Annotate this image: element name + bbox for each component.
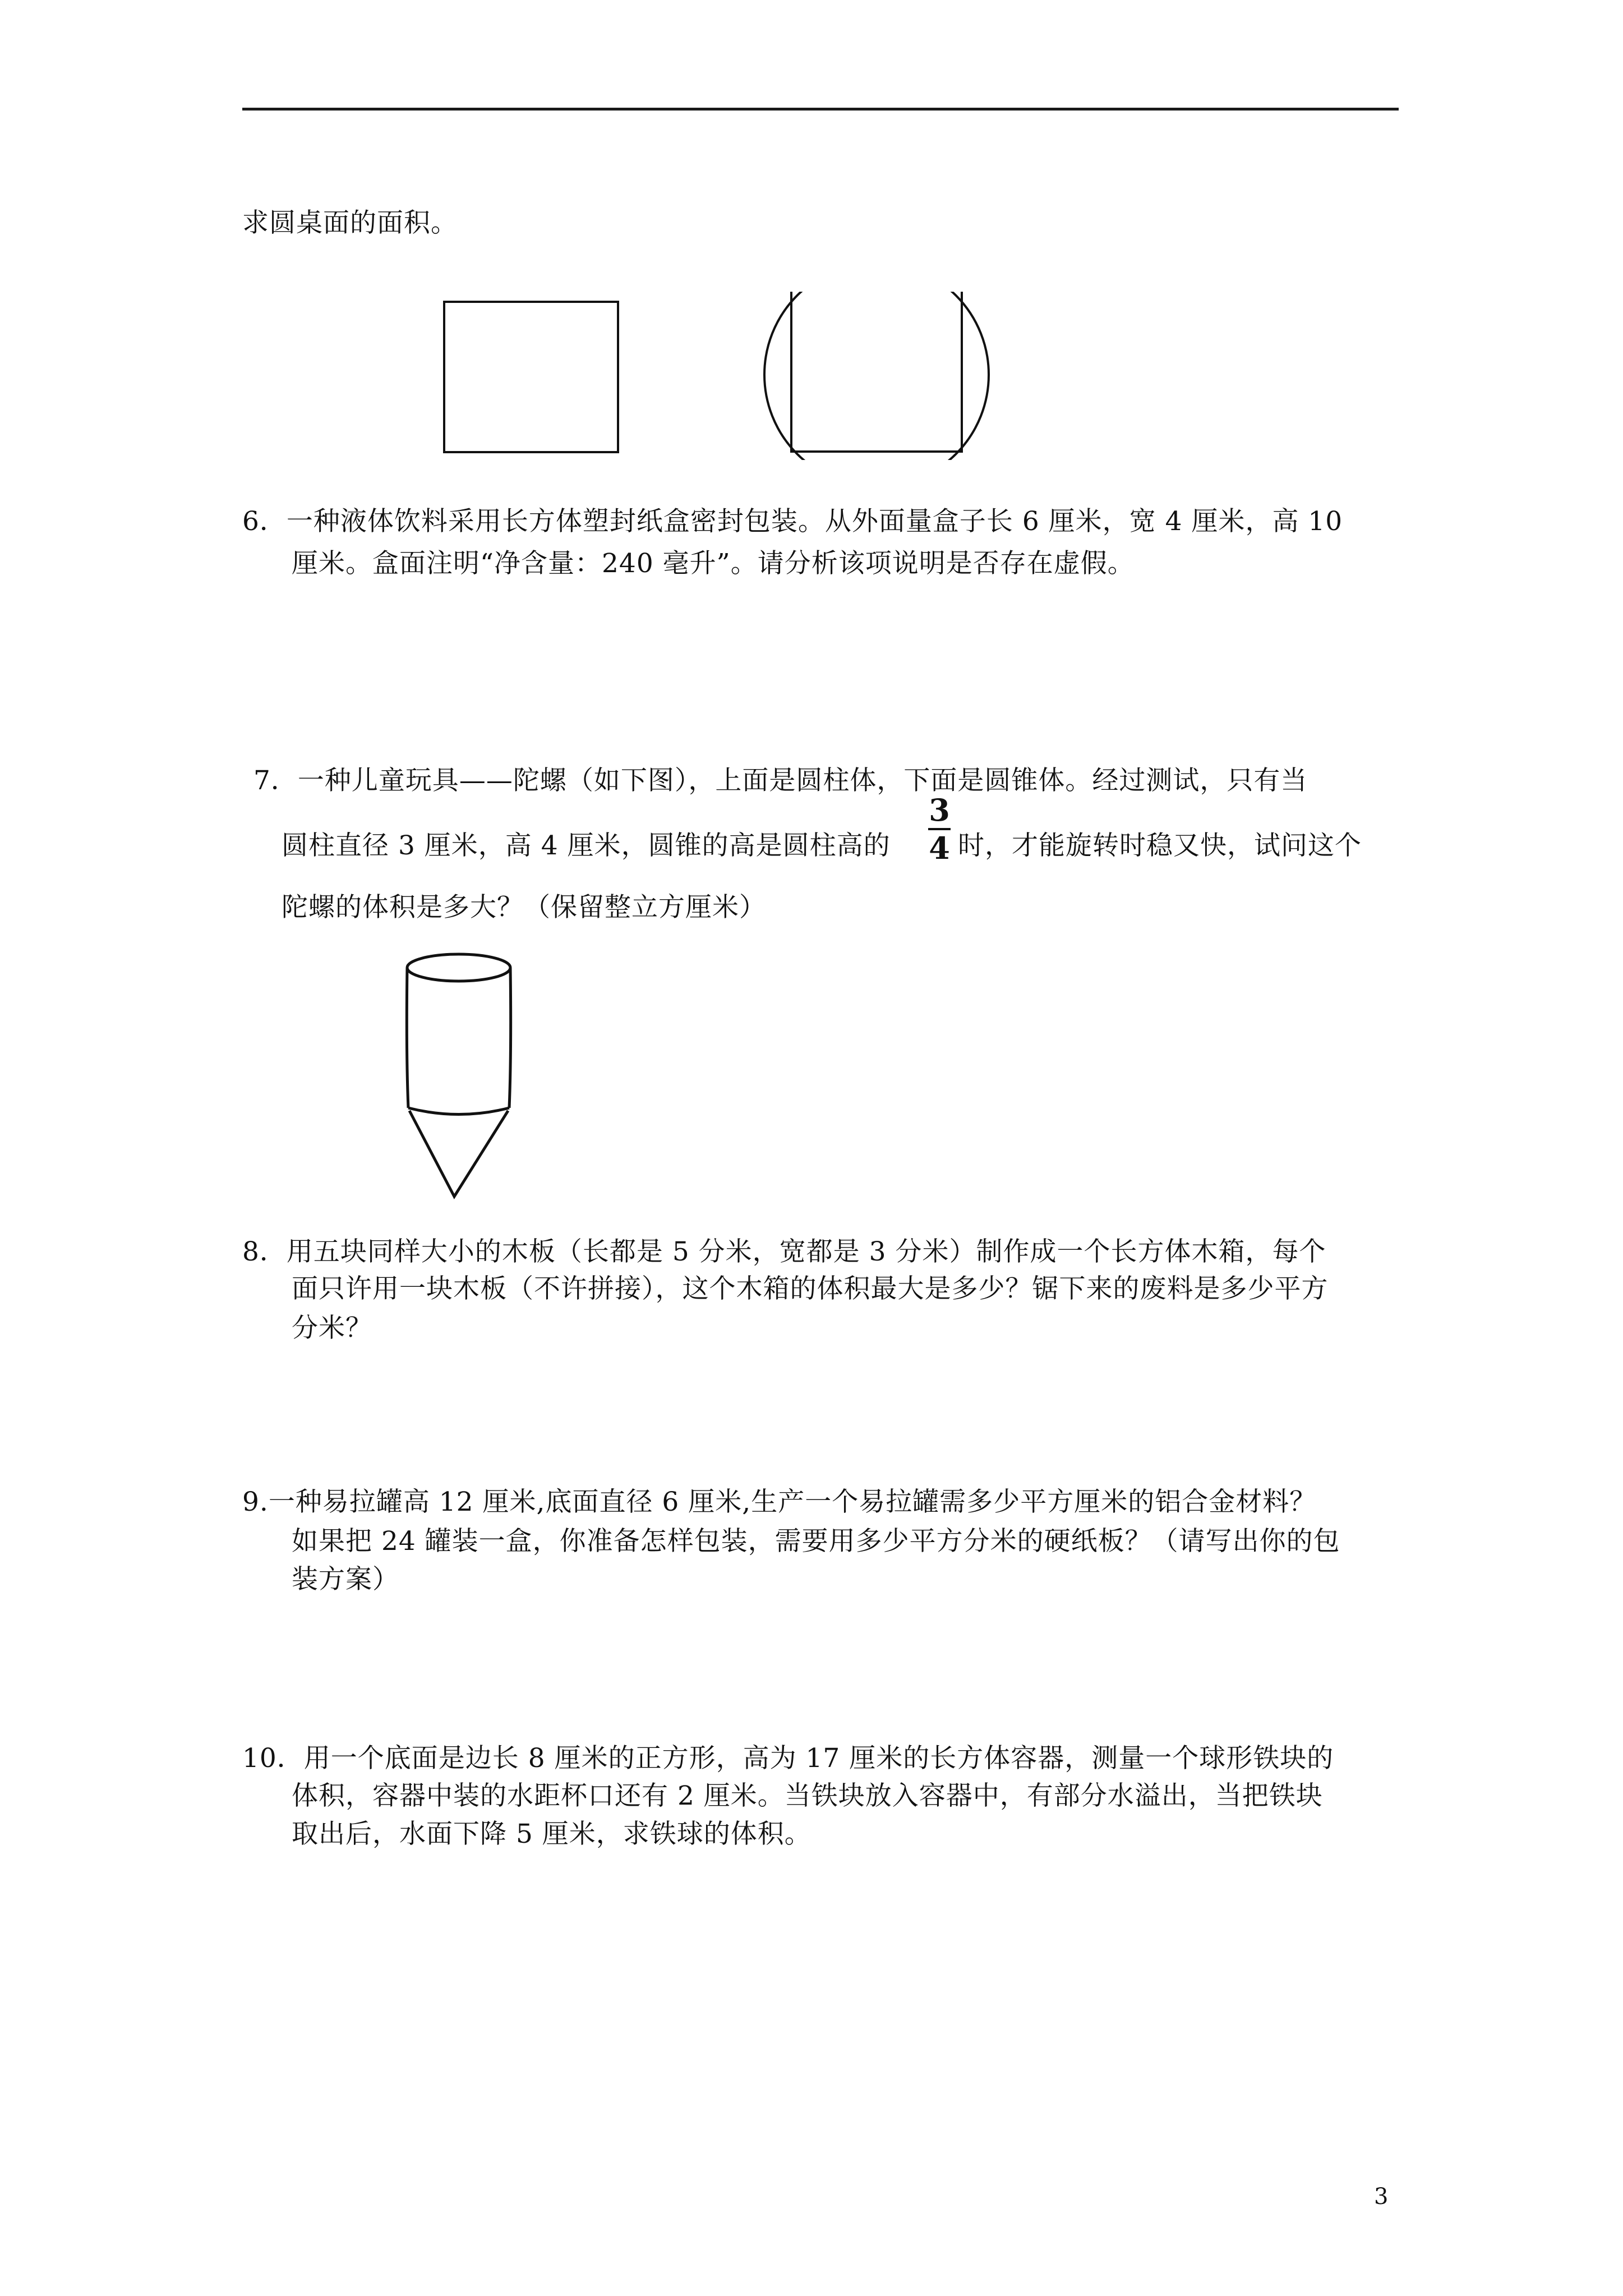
inscribed-square-shape [791, 292, 962, 452]
q6-line-1: 6．一种液体饮料采用长方体塑封纸盒密封包装。从外面量盒子长 6 厘米，宽 4 厘米，高 10 [242, 506, 1343, 537]
q7-line-1: 7．一种儿童玩具——陀螺（如下图），上面是圆柱体，下面是圆锥体。经过测试，只有当 [253, 765, 1308, 796]
cylinder-left-side [407, 968, 408, 1108]
header-rule [242, 108, 1399, 111]
q10-line-3: 取出后，水面下降 5 厘米，求铁球的体积。 [292, 1819, 811, 1849]
square-and-circle-figure [432, 292, 998, 460]
intro-tail-text: 求圆桌面的面积。 [242, 208, 458, 238]
spinning-top-figure [393, 942, 527, 1206]
circle-shape [764, 292, 989, 460]
fraction-denominator: 4 [929, 830, 950, 866]
q10-line-2: 体积，容器中装的水距杯口还有 2 厘米。当铁块放入容器中，有部分水溢出，当把铁块 [292, 1780, 1323, 1811]
cylinder-bottom-edge [408, 1108, 509, 1115]
q9-line-2: 如果把 24 罐装一盒，你准备怎样包装，需要用多少平方分米的硬纸板？（请写出你的包 [292, 1526, 1340, 1557]
q7-line-2-before: 圆柱直径 3 厘米，高 4 厘米，圆锥的高是圆柱高的 [282, 830, 891, 861]
fraction-numerator: 3 [929, 792, 950, 828]
q10-line-1: 10．用一个底面是边长 8 厘米的正方形，高为 17 厘米的长方体容器，测量一个球形铁块的 [242, 1743, 1334, 1774]
q8-line-2: 面只许用一块木板（不许拼接），这个木箱的体积最大是多少？锯下来的废料是多少平方 [292, 1273, 1329, 1304]
cone-shape [409, 1111, 508, 1197]
q8-line-3: 分米？ [292, 1313, 372, 1343]
cylinder-top-ellipse [407, 954, 510, 981]
q7-line-3: 陀螺的体积是多大？（保留整立方厘米） [282, 892, 766, 923]
page-number: 3 [1374, 2184, 1389, 2210]
square-shape [444, 302, 618, 452]
q7-line-2-after: 时，才能旋转时稳又快，试问这个 [958, 830, 1362, 861]
cylinder-right-side [509, 968, 511, 1108]
q8-line-1: 8．用五块同样大小的木板（长都是 5 分米，宽都是 3 分米）制作成一个长方体木箱，每个 [242, 1236, 1326, 1267]
q9-line-3: 装方案） [292, 1564, 399, 1595]
q6-line-2: 厘米。盒面注明“净含量：240 毫升”。请分析该项说明是否存在虚假。 [292, 548, 1135, 579]
q9-line-1: 9.一种易拉罐高 12 厘米,底面直径 6 厘米,生产一个易拉罐需多少平方厘米的铝合金材料？ [242, 1487, 1317, 1517]
